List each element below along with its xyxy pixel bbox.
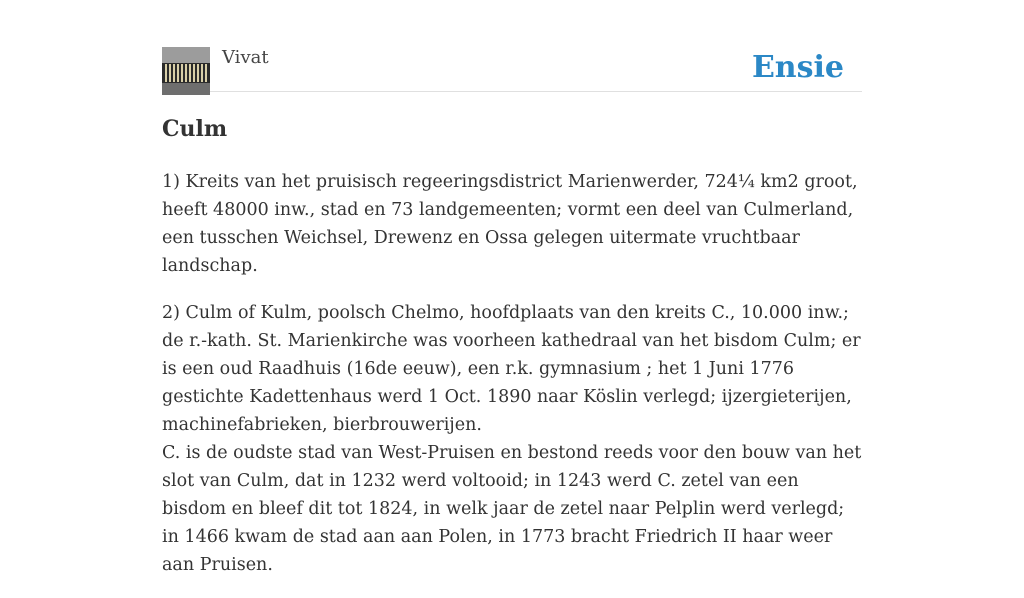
header <box>162 0 862 92</box>
article-title: Culm <box>162 116 228 142</box>
author-name[interactable]: Vivat <box>222 47 269 68</box>
bookshelf-photo-icon <box>162 47 210 95</box>
article-body <box>162 168 862 598</box>
brand-logo[interactable]: Ensie <box>751 50 844 85</box>
paragraph: 1) Kreits van het pruisisch regeeringsdistrict Marienwerder, 724¼ km2 groot, heeft 48000 inw., stad en 73 landgemeenten; vormt een deel van Culmerland, een tusschen Weichsel, Drewenz en Ossa gelegen uitermate vruchtbaar landschap. <box>162 172 858 276</box>
page <box>162 0 862 575</box>
paragraph: C. is de oudste stad van West-Pruisen en bestond reeds voor den bouw van het slot van Culm, dat in 1232 werd voltooid; in 1243 werd C. zetel van een bisdom en bleef dit tot 1824, in welk jaar de zetel naar Pelplin werd verlegd; in 1466 kwam de stad aan aan Polen, in 1773 bracht Friedrich II haar weer aan Pruisen. <box>162 443 862 575</box>
paragraph: 2) Culm of Kulm, poolsch Chelmo, hoofdplaats van den kreits C., 10.000 inw.; de r.-kath. St. Marienkirche was voorheen kathedraal van het bisdom Culm; er is een oud Raadhuis (16de eeuw), een r.k. gymnasium ; het 1 Juni 1776 gestichte Kadettenhaus werd 1 Oct. 1890 naar Köslin verlegd; ijzergieterijen, machinefabrieken, bierbrouwerijen. <box>162 303 861 435</box>
author-avatar[interactable] <box>162 47 210 95</box>
